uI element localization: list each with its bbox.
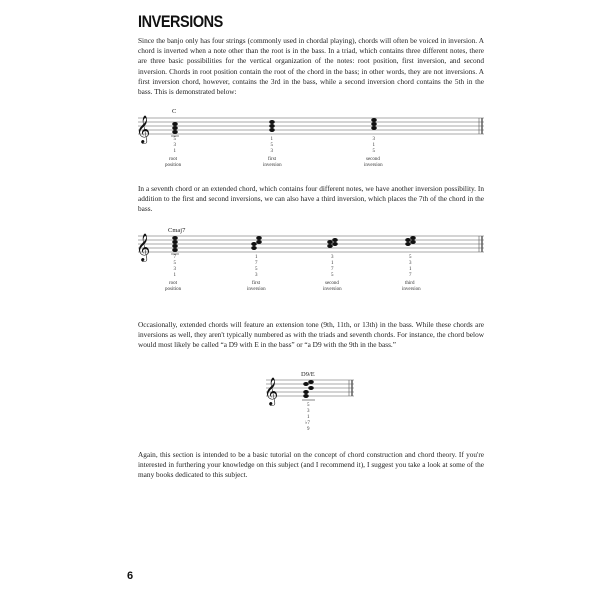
note-head [405,238,411,242]
degree: 3 [173,143,176,148]
note-head [303,382,309,386]
degree: 5 [331,273,334,278]
degree: 1 [173,149,176,154]
inversion-label: first [268,157,277,162]
inversion-label: first [252,281,261,286]
note-head [303,390,309,394]
chord-name-d9e: D9/E [301,371,315,378]
treble-clef-icon: 𝄞 [136,233,151,261]
inversion-label: inversion [263,163,282,168]
chord-root-position [165,236,182,292]
note-head [251,246,257,250]
chord-first-inversion [247,236,266,292]
degree: ♭7 [305,421,310,426]
staff-example-d9e [266,366,360,436]
inversion-label: third [405,281,415,286]
section-heading: INVERSIONS [138,12,223,31]
note-head [251,242,257,246]
note-head [327,240,333,244]
note-head [172,126,178,130]
chord-third-inversion [402,236,421,292]
inversion-label: inversion [364,163,383,168]
degree: 5 [307,403,310,408]
degree: 1 [372,143,375,148]
degree: 3 [307,409,310,414]
degree: 7 [255,261,258,266]
note-head [327,244,333,248]
page-number: 6 [127,570,134,582]
note-head [410,240,416,244]
note-head [410,236,416,240]
note-head [308,380,314,384]
staff-example-triads [138,104,488,174]
inversion-label: inversion [323,287,342,292]
note-head [371,126,377,130]
degree: 7 [173,255,176,260]
degree: 9 [307,427,310,432]
note-head [172,248,178,252]
chord-name-cmaj7: Cmaj7 [168,227,186,234]
degree: 5 [173,261,176,266]
chord-name-c: C [172,108,177,115]
inversion-label: position [165,163,182,168]
treble-clef-icon: 𝄞 [264,377,279,405]
degree: 1 [255,255,258,260]
inversion-label: inversion [247,287,266,292]
note-head [172,240,178,244]
degree: 5 [372,149,375,154]
degree: 5 [270,143,273,148]
inversion-label: second [325,281,339,286]
degree: 1 [270,137,273,142]
degree: 7 [331,267,334,272]
paragraph-seventh: In a seventh chord or an extended chord, which contains four different notes, we have another inversion possibility. In addition to the first and second inversions, we can also have a third inversion, which places the 7th of the chord in the bass. [138,184,484,214]
note-head [405,242,411,246]
note-head [172,122,178,126]
degree: 3 [331,255,334,260]
chord-first-inversion [263,120,282,168]
note-head [303,394,309,398]
degree: 3 [409,261,412,266]
chord-second-inversion [364,118,383,168]
note-head [332,242,338,246]
degree: 3 [173,267,176,272]
degree: 5 [409,255,412,260]
inversion-label: inversion [402,287,421,292]
staff-example-sevenths [138,222,488,302]
note-head [256,236,262,240]
inversion-label: root [169,157,178,162]
inversion-label: root [169,281,178,286]
inversion-label: position [165,287,182,292]
note-head [256,240,262,244]
note-head [172,244,178,248]
degree: 1 [409,267,412,272]
note-head [371,122,377,126]
degree: 1 [307,415,310,420]
chord-root-position [165,122,182,168]
note-head [269,120,275,124]
paragraph-closing: Again, this section is intended to be a basic tutorial on the concept of chord construction and chord theory. If you're interested in furthering your knowledge on this subject (and I recommend it), I suggest you take a look at some of the many books dedicated to this subject. [138,450,484,480]
treble-clef-icon: 𝄞 [136,115,151,143]
inversion-label: second [366,157,380,162]
degree: 1 [331,261,334,266]
degree: 1 [173,273,176,278]
note-head [308,386,314,390]
degree: 3 [270,149,273,154]
note-head [172,130,178,134]
chord-second-inversion [323,238,342,292]
note-head [172,236,178,240]
paragraph-intro: Since the banjo only has four strings (commonly used in chordal playing), chords will often be voiced in inversion. A chord is inverted when a note other than the root is in the bass. In a triad, which contains three different notes, there are three basic possibilities for the vertical organization of the notes: root position, first inversion, and second inversion. Chords in root position contain the root of the chord in the bass; in other words, they are not inversions. A first inversion chord, however, contains the 3rd in the bass, while a second inversion chord contains the 5th in the bass. This is demonstrated below: [138,36,484,97]
degree: 3 [372,137,375,142]
note-head [371,118,377,122]
note-head [269,124,275,128]
note-head [332,238,338,242]
degree: 7 [409,273,412,278]
degree: 5 [173,137,176,142]
note-head [269,128,275,132]
paragraph-extended: Occasionally, extended chords will feature an extension tone (9th, 11th, or 13th) in the bass. While these chords are inversions as well, they aren't typically numbered as with the triads and seventh chords. For instance, the chord below would most likely be called “a D9 with E in the bass” or “a D9 with the 9th in the bass.” [138,320,484,350]
degree: 5 [255,267,258,272]
degree: 3 [255,273,258,278]
